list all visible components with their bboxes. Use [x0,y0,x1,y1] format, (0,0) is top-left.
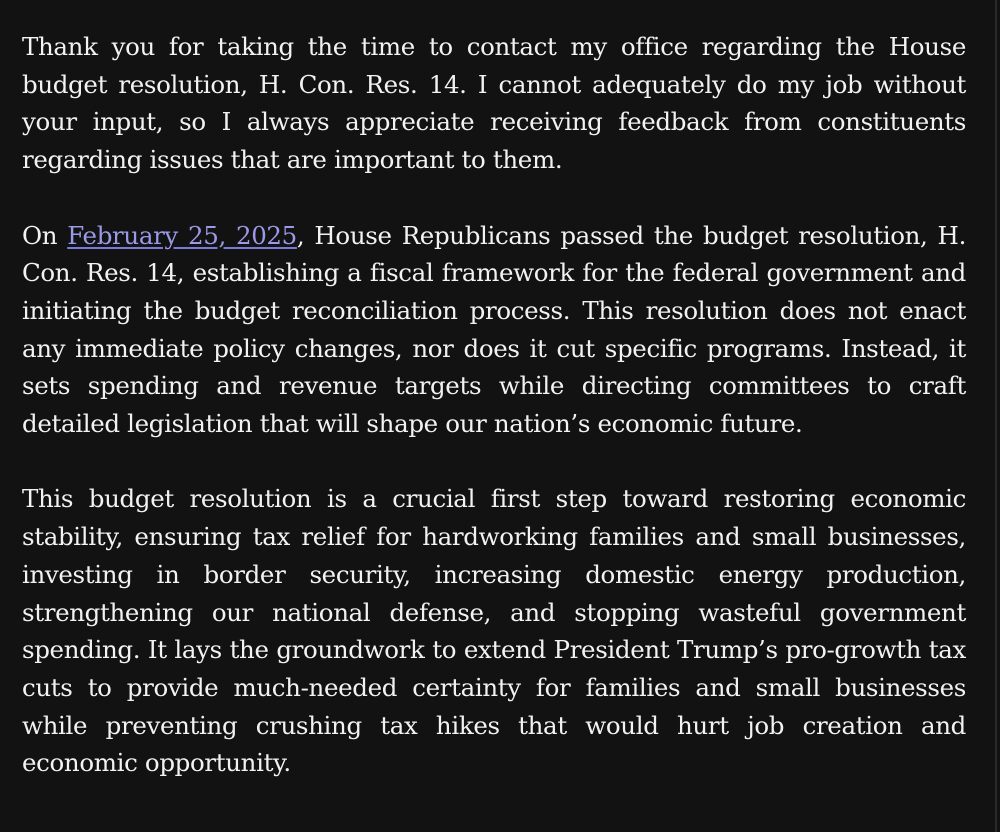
letter-body [22,28,966,782]
paragraph-passage-prefix: On [22,220,68,250]
paragraph-passage-body: , House Republicans passed the budget resolution, H. Con. Res. 14, establishing a fiscal framework for the federal government and initiating the budget reconciliation process. This resolution does not enact any immediate policy changes, nor does it cut specific programs. Instead, it sets spending and revenue targets while directing committees to craft detailed legislation that will shape our nation’s economic future. [22,220,967,439]
paragraph-thank-you: Thank you for taking the time to contact my office regarding the House budget resolution, H. Con. Res. 14. I cannot adequately do my job without your input, so I always appreciate receiving feedback from constituents regarding issues that are important to them. [22,32,966,175]
paragraph-passage [22,217,966,443]
date-link[interactable]: February 25, 2025 [67,220,297,250]
paragraph-significance: This budget resolution is a crucial first step toward restoring economic stability, ensuring tax relief for hardworking families and small businesses, investing in border security, increasing domestic energy production, strengthening our national defense, and stopping wasteful government spending. It lays the groundwork to extend President Trump’s pro-growth tax cuts to provide much-needed certainty for families and small businesses while preventing crushing tax hikes that would hurt job creation and economic opportunity. [22,484,966,778]
